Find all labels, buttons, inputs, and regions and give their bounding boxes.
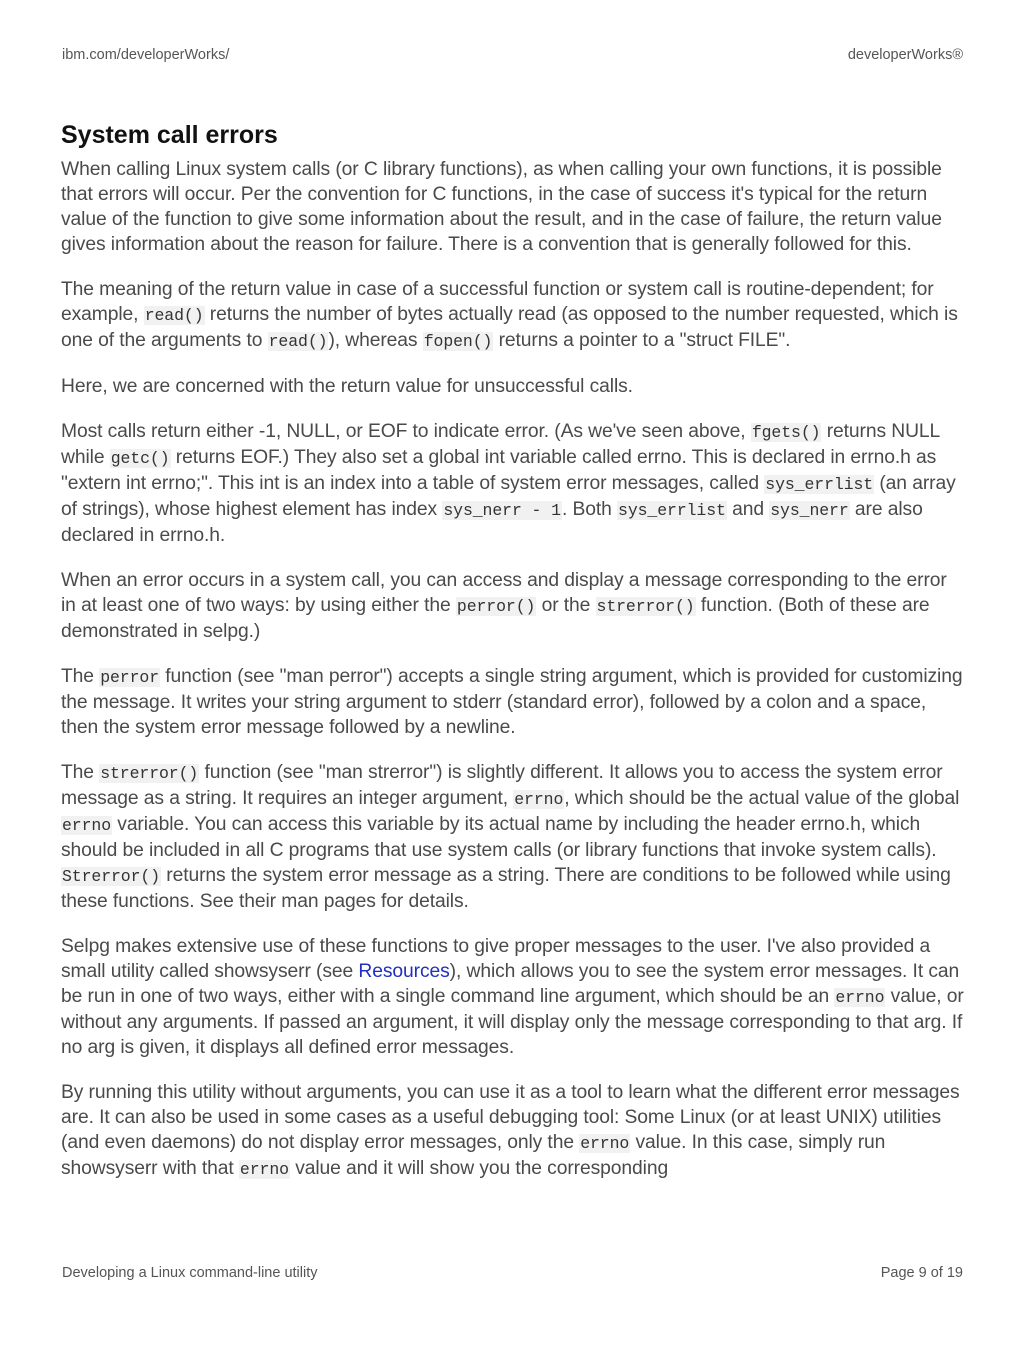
paragraph-text: value, or without any arguments. If passed an argument, it will display only the message corresponding to that arg. If no arg is given, it displays all defined error messages. (61, 986, 964, 1058)
paragraph-text: The (61, 762, 100, 783)
paragraph-text: returns NULL while (61, 421, 940, 468)
inline-code: perror (100, 668, 159, 687)
paragraph-text: returns a pointer to a "struct FILE". (493, 330, 791, 351)
paragraph (61, 1080, 966, 1182)
inline-code: strerror() (100, 764, 199, 783)
inline-code: strerror() (596, 597, 695, 616)
paragraph-text: and (726, 499, 770, 520)
paragraph-text: The (61, 666, 100, 687)
page-footer (62, 1265, 963, 1281)
paragraph-text: function (see "man perror") accepts a single string argument, which is provided for customizing the message. It writes your string argument to stderr (standard error), followed by a colon and a space, then the system error message followed by a newline. (61, 666, 963, 738)
paragraph-text: returns the system error message as a string. There are conditions to be followed while using these functions. See their man pages for details. (61, 865, 951, 912)
paragraph (61, 157, 966, 257)
inline-code: sys_nerr (770, 501, 849, 520)
inline-code: errno (835, 988, 885, 1007)
inline-code: errno (514, 790, 564, 809)
paragraph-text: or the (536, 595, 596, 616)
inline-code: getc() (110, 449, 170, 468)
paragraph-text: value and it will show you the corresponding (289, 1158, 669, 1179)
inline-code: perror() (456, 597, 536, 616)
paragraph (61, 374, 966, 399)
page-header (62, 47, 963, 63)
inline-code: errno (239, 1160, 289, 1179)
footer-doc-title: Developing a Linux command-line utility (62, 1265, 318, 1281)
paragraph-text: The meaning of the return value in case of a successful function or system call is routine-dependent; for example, (61, 279, 934, 325)
header-site-url[interactable]: ibm.com/developerWorks/ (62, 47, 230, 63)
inline-code: errno (62, 816, 112, 835)
inline-code: sys_errlist (765, 475, 874, 494)
footer-page-number: Page 9 of 19 (880, 1265, 963, 1281)
paragraph-text: When an error occurs in a system call, you can access and display a message corresponding to the error in at least one of two ways: by using either the (61, 570, 947, 616)
paragraph-text: Here, we are concerned with the return value for unsuccessful calls. (61, 376, 633, 397)
inline-code: fgets() (751, 423, 821, 442)
paragraph (61, 419, 966, 548)
paragraph-text: (an array of strings), whose highest element has index (61, 473, 956, 520)
paragraph-text: , which should be the actual value of the global (564, 788, 960, 809)
inline-code: errno (580, 1134, 630, 1153)
section-title: System call errors (61, 121, 278, 149)
paragraph (61, 760, 966, 914)
paragraph-text: . Both (561, 499, 618, 520)
paragraph-text: value. In this case, simply run showsyserr with that (61, 1132, 886, 1179)
paragraphs (61, 157, 966, 1182)
inline-code: sys_nerr - 1 (443, 501, 561, 520)
paragraph-text: are also declared in errno.h. (61, 499, 923, 546)
inline-code: read() (268, 332, 328, 351)
inline-code: sys_errlist (618, 501, 726, 520)
paragraph (61, 568, 966, 644)
inline-code: fopen() (423, 332, 493, 351)
inline-code: Strerror() (62, 867, 161, 886)
paragraph-text: ), which allows you to see the system error messages. It can be run in one of two ways, either with a single command line argument, which should be an (61, 961, 960, 1007)
paragraph-text: returns the number of bytes actually read (as opposed to the number requested, which is one of the arguments to (61, 304, 958, 351)
paragraph-text: ), whereas (328, 330, 423, 351)
paragraph (61, 934, 966, 1060)
paragraph-text: function. (Both of these are demonstrated in selpg.) (61, 595, 930, 642)
paragraph-text: variable. You can access this variable by its actual name by including the header errno.h, which should be included in all C programs that use system calls (or library functions that invoke system calls). (61, 814, 937, 861)
header-brand: developerWorks® (847, 47, 963, 63)
paragraph-text: Most calls return either -1, NULL, or EOF to indicate error. (As we've seen above, (61, 421, 751, 442)
paragraph-text: By running this utility without arguments, you can use it as a tool to learn what the different error messages are. It can also be used in some cases as a useful debugging tool: Some Linux (or at least UNIX) utilities (and even daemons) do not display error messages, only the (61, 1082, 960, 1153)
paragraph-text: When calling Linux system calls (or C library functions), as when calling your own functions, it is possible that errors will occur. Per the convention for C functions, in the case of success it's typical for the return value of the function to give some information about the result, and in the case of failure, the return value gives information about the reason for failure. There is a convention that is generally followed for this. (61, 159, 942, 255)
document-body (61, 119, 966, 1202)
paragraph-text: function (see "man strerror") is slightly different. It allows you to access the system error message as a string. It requires an integer argument, (61, 762, 943, 809)
paragraph-text: Selpg makes extensive use of these functions to give proper messages to the user. I've also provided a small utility called showsyserr (see (61, 936, 931, 982)
paragraph (61, 277, 966, 354)
resources-link[interactable]: Resources (358, 961, 450, 982)
paragraph-text: returns EOF.) They also set a global int variable called errno. This is declared in errno.h as "extern int errno;". This int is an index into a table of system error messages, called (61, 447, 937, 494)
paragraph (61, 664, 966, 740)
inline-code: read() (144, 306, 204, 325)
